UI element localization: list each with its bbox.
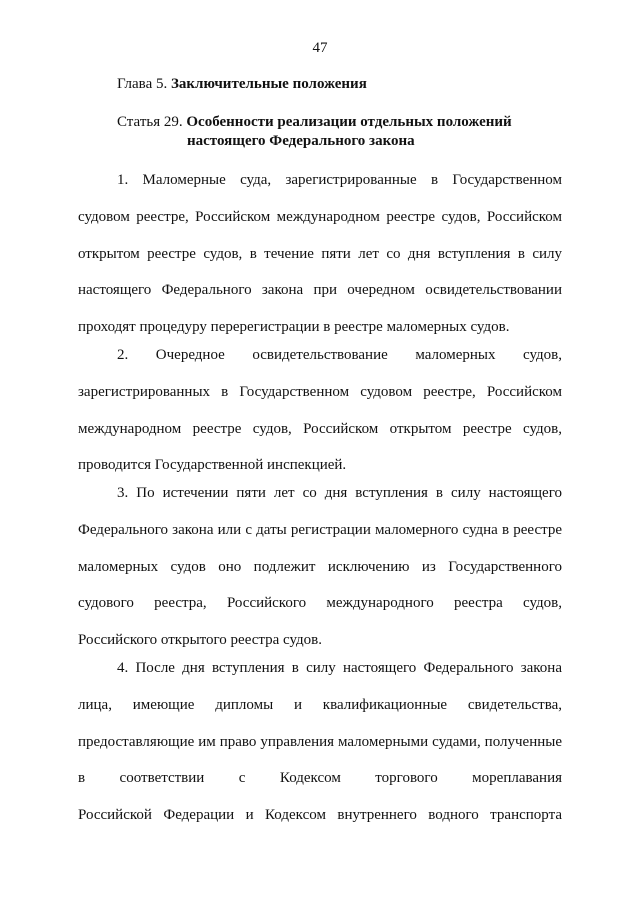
paragraph-line: судового реестра, Российского международного реестра судов, [78, 595, 562, 612]
paragraph-line: 4. После дня вступления в силу настоящего Федерального закона [117, 660, 562, 676]
chapter-heading [117, 76, 367, 93]
paragraph-line: 3. По истечении пяти лет со дня вступления в силу настоящего [117, 485, 562, 501]
paragraph-line: в соответствии с Кодексом торгового мореплавания [78, 770, 562, 787]
chapter-title: Заключительные положения [170, 76, 367, 92]
article-prefix: Статья 29. [117, 114, 183, 130]
paragraph-line: Российской Федерации и Кодексом внутреннего водного транспорта [78, 807, 562, 824]
paragraph-line: 2. Очередное освидетельствование маломерных судов, [117, 347, 562, 363]
paragraph-line: проходят процедуру перерегистрации в реестре маломерных судов. [78, 319, 510, 336]
paragraph-line: 1. Маломерные суда, зарегистрированные в Государственном [117, 172, 562, 188]
paragraph-1 [78, 162, 562, 346]
paragraph-line: маломерных судов оно подлежит исключению из Государственного [78, 558, 562, 575]
paragraph-4 [78, 650, 562, 834]
paragraph-line: Федерального закона или с даты регистрации маломерного судна в реестре [78, 521, 562, 538]
article-heading [117, 113, 512, 151]
paragraph-2 [78, 337, 562, 484]
chapter-prefix: Глава 5. [117, 76, 168, 92]
paragraph-line: судовом реестре, Российском международном реестре судов, Российском [78, 208, 562, 225]
paragraph-line: международном реестре судов, Российском открытом реестре судов, [78, 420, 562, 437]
paragraph-line: Российского открытого реестра судов. [78, 632, 323, 649]
paragraph-line: зарегистрированных в Государственном судовом реестре, Российском [78, 383, 562, 400]
paragraph-line: предоставляющие им право управления маломерными судами, полученные [78, 733, 562, 750]
page-number: 47 [312, 40, 328, 56]
article-title-line-2: настоящего Федерального закона [187, 133, 415, 149]
paragraph-line: проводится Государственной инспекцией. [78, 457, 347, 474]
paragraph-3 [78, 475, 562, 659]
paragraph-line: лица, имеющие дипломы и квалификационные свидетельства, [78, 696, 562, 713]
article-title-line-1: Особенности реализации отдельных положений [186, 114, 512, 130]
paragraph-line: настоящего Федерального закона при очередном освидетельствовании [78, 282, 562, 299]
paragraph-line: открытом реестре судов, в течение пяти лет со дня вступления в силу [78, 245, 562, 262]
